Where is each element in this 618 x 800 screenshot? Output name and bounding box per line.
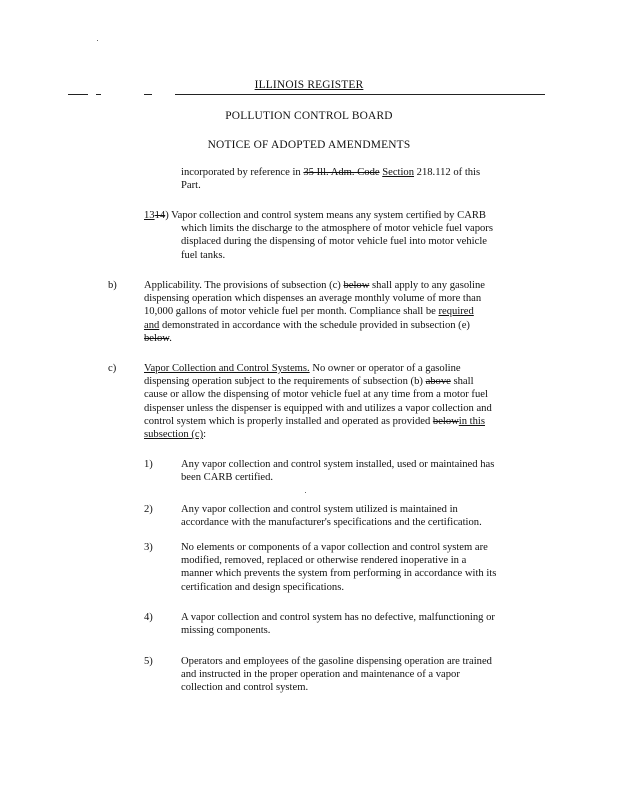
item-2-number: 2): [144, 504, 153, 515]
item-5-number: 5): [144, 656, 153, 667]
c-line: dispenser unless the dispenser is equipped with and utilizes a vapor collection and: [144, 402, 492, 414]
c-line: cause or allow the dispensing of motor vehicle fuel at any time from a motor fuel: [144, 389, 488, 401]
item-4-number: 4): [144, 612, 153, 623]
item-1-number: 1): [144, 459, 153, 470]
notice-title: NOTICE OF ADOPTED AMENDMENTS: [207, 139, 411, 151]
c-line: control system which is properly installed and operated as provided belowin this: [144, 415, 485, 427]
subsection-c-label: c): [108, 363, 117, 374]
item-4-text: A vapor collection and control system has no defective, malfunctioning or missing components.: [181, 612, 495, 637]
item-2-text: Any vapor collection and control system utilized is maintained in accordance with the manufacturer's specifications and the certification.: [181, 504, 482, 529]
b-line: below.: [144, 332, 172, 344]
register-title: ILLINOIS REGISTER: [254, 79, 364, 91]
header-rule-segment: [68, 94, 88, 95]
b-line: dispensing operation which dispenses an average monthly volume of more than: [144, 293, 482, 305]
subsection-c-heading: Vapor Collection and Control Systems.: [144, 363, 310, 374]
b-line: and demonstrated in accordance with the schedule provided in subsection (e): [144, 319, 470, 331]
header-rule-segment: [144, 94, 152, 95]
c-line: dispensing operation subject to the requirements of subsection (b) above shall: [144, 376, 474, 388]
definition-line: fuel tanks.: [181, 249, 226, 261]
c-line: subsection (c):: [144, 429, 207, 441]
item-3-number: 3): [144, 542, 153, 553]
item-5-text: Operators and employees of the gasoline dispensing operation are trained and instructed in the proper operation and maintenance of a vapor collection and control system.: [181, 656, 492, 694]
definition-paragraph: [144, 209, 554, 262]
definition-number-inserted: 13: [144, 210, 155, 221]
definition-line: which limits the discharge to the atmosphere of motor vehicle fuel vapors: [181, 223, 493, 235]
subsection-b-label: b): [108, 280, 117, 291]
scan-speck: [305, 492, 306, 493]
intro-line: incorporated by reference in 35 Ill. Adm. Code Section 218.112 of this: [181, 167, 481, 178]
definition-number-deleted: 14: [154, 210, 166, 221]
intro-line: Part.: [181, 180, 201, 192]
item-3-text: No elements or components of a vapor collection and control system are modified, removed, replaced or otherwise rendered inoperative in a manner which prevents the system from performing in accordance with its certification and design specifications.: [181, 542, 497, 593]
board-title: POLLUTION CONTROL BOARD: [225, 110, 393, 122]
definition-line: displaced during the dispensing of motor vehicle fuel into motor vehicle: [181, 236, 487, 248]
b-line: Applicability. The provisions of subsection (c) below shall apply to any gasoline: [144, 280, 486, 291]
item-1-text: Any vapor collection and control system installed, used or maintained has been CARB certified.: [181, 459, 495, 484]
header-rule: [175, 94, 545, 95]
scan-speck: [97, 40, 98, 41]
subsection-b-paragraph: [144, 279, 564, 345]
c-line: Vapor Collection and Control Systems. No owner or operator of a gasoline: [144, 363, 461, 374]
subsection-c-paragraph: [144, 362, 564, 441]
header-rule-segment: [96, 94, 101, 95]
intro-paragraph: [181, 166, 561, 192]
b-line: 10,000 gallons of motor vehicle fuel per month. Compliance shall be required: [144, 306, 474, 318]
definition-line: 1314) Vapor collection and control system means any system certified by CARB: [144, 210, 486, 221]
